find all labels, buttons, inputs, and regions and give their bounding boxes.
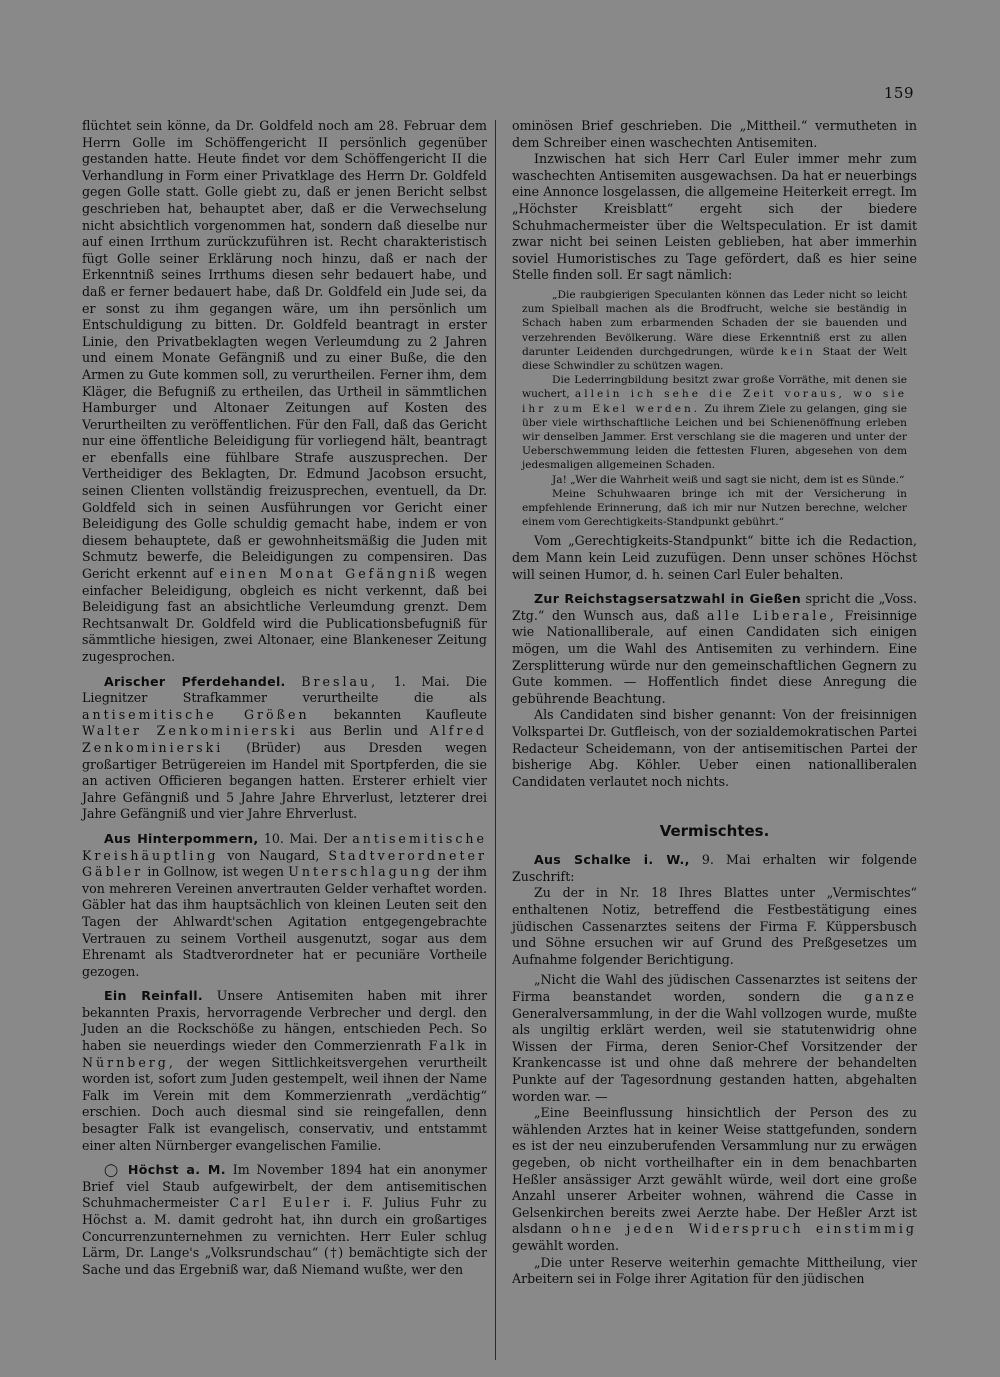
article-hoechst-continued: ominösen Brief geschrieben. Die „Mittheil.“ vermutheten in dem Schreiber einen waschechten Antisemiten. [512,118,917,150]
article-headline: Ein Reinfall. [104,988,203,1004]
left-column [82,118,487,1278]
article-headline: Zur Reichstagsersatzwahl in Gießen [534,591,802,607]
paragraph: Zu der in Nr. 18 Ihres Blattes unter „Vermischtes“ enthaltenen Notiz, betreffend die Festbestätigung eines jüdischen Cassenarztes seitens der Firma F. Küppersbusch und Söhne ersuchen wir auf Grund des Preßgesetzes um Aufnahme folgender Berichtigung. [512,885,917,967]
article-continued: flüchtet sein könne, da Dr. Goldfeld noch am 28. Februar dem Herrn Golle im Schöffengericht II persönlich gegenüber gestanden hatte. Heute findet vor dem Schöffengericht II die Verhandlung in Form einer Privatklage des Herrn Dr. Goldfeld gegen Golle statt. Golle giebt zu, daß er jenen Bericht selbst geschrieben hat, behauptet aber, daß er die Verwechselung nicht absichtlich vorgenommen hat, sondern daß dieselbe nur auf einen Irrthum zurückzuführen ist. Recht charakteristisch fügt Golle seiner Erklärung noch hinzu, daß er nach der Erkenntniß seines Irrthums diesen sehr bedauert habe, und daß er ferner bedauert habe, daß Dr. Goldfeld ein Jude sei, da er sonst zu ihm gegangen wäre, um ihn persönlich um Entschuldigung zu bitten. Dr. Goldfeld beantragt in erster Linie, den Privatbeklagten wegen Verleumdung zu 2 Jahren und einem Monate Gefängniß und zu einer Buße, die den Armen zu Gute kommen soll, zu verurtheilen. Ferner ihm, dem Kläger, die Befugniß zu ertheilen, das Urtheil in sämmtlichen Hamburger und Altonaer Zeitungen auf Kosten des Verurtheilten zu veröffentlichen. Für den Fall, daß das Gericht nur eine öffentliche Beleidigung für vorliegend hält, beantragt er ebenfalls eine fühlbare Strafe auszusprechen. Der Vertheidiger des Beklagten, Dr. Edmund Jacobson ersucht, seinen Clienten vollständig freizusprechen, eventuell, da Dr. Goldfeld sich in seinen Ausführungen vor Gericht einer Beleidigung des Golle schuldig gemacht habe, indem er von diesem behauptete, daß er gewohnheitsmäßig die Juden mit Schmutz bewerfe, die Beleidigungen zu compensiren. Das Gericht erkennt auf einen Monat Gefängniß wegen einfacher Beleidigung, obgleich es nicht verkennt, daß bei Beleidigung fast an absichtliche Verleumdung grenzt. Dem Rechtsanwalt Dr. Goldfeld wird die Publicationsbefugniß für sämmtliche hiesigen, zwei Altonaer, eine Blankeneser Zeitung zugesprochen. [82,118,488,664]
quote-paragraph: Meine Schuhwaaren bringe ich mit der Versicherung in empfehlende Erinnerung, daß ich mir nur Nutzen berechne, welcher einem vom Gerechtigkeits-Standpunkt gebührt.“ [522,487,907,529]
article-schalke: Aus Schalke i. W., 9. Mai erhalten wir folgende Zuschrift: [512,852,917,884]
article-headline: Aus Schalke i. W., [534,852,690,868]
quote-paragraph: „Die raubgierigen Speculanten können das Leder nicht so leicht zum Spielball machen als die Brodfrucht, welche sie beständig in Schach haben zum erbarmenden Schaden der sie bauenden und verzehrenden Bevölkerung. Wäre diese Erkenntniß erst zu allen darunter Leidenden durchgedrungen, würde kein Staat der Welt diese Schwindler zu schützen wagen. [522,288,907,372]
paragraph: „Die unter Reserve weiterhin gemachte Mittheilung, vier Arbeitern sei in Folge ihrer Agitation für den jüdischen [512,1254,917,1287]
article-reichstagsersatzwahl: Zur Reichstagsersatzwahl in Gießen spricht die „Voss. Ztg.“ den Wunsch aus, daß alle Liberale, Freisinnige wie Nationalliberale, auf einen Candidaten sich einigen mögen, um die Wahl des Antisemiten zu verhindern. Eine Zersplitterung würde nur den gemeinschaftlichen Gegnern zu Gute kommen. — Hoffentlich findet diese Anregung die gebührende Beachtung. [512,591,918,706]
article-ein-reinfall: Ein Reinfall. Unsere Antisemiten haben mit ihrer bekannten Praxis, hervorragende Verbrecher und dergl. den Juden an die Rockschöße zu hängen, entschieden Pech. So haben sie neuerdings wieder den Commerzienrath Falk in Nürnberg, der wegen Sittlichkeitsvergehen verurtheilt worden ist, sofort zum Juden gestempelt, weil ihnen der Name Falk im Verein mit dem Kommerzienrath „verdächtig“ erschien. Doch auch diesmal sind sie reingefallen, denn besagter Falk ist evangelisch, conservativ, und entstammt einer alten Nürnberger evangelischen Familie. [82,988,487,1153]
article-arischer-pferdehandel: Arischer Pferdehandel. Breslau, 1. Mai. Die Liegnitzer Strafkammer verurtheilte die als antisemitische Größen bekannten Kaufleute Walter Zenkominierski aus Berlin und Alfred Zenkominierski (Brüder) aus Dresden wegen großartiger Betrügereien im Handel mit Sportpferden, die sie an activen Officieren begangen hatten. Ersterer erhielt vier Jahre Gefängniß und 5 Jahre Jahre Ehrverlust, letzterer drei Jahre Gefängniß und vier Jahre Ehrverlust. [82,673,487,822]
paragraph: „Eine Beeinflussung hinsichtlich der Person des zu wählenden Arztes hat in keiner Weise stattgefunden, sondern es ist der neu einzuberufenden Versammlung nur zu erwägen gegeben, ob nicht vortheilhafter ein in dem benachbarten Heßler ansässiger Arzt gewählt würde, weil dort eine große Anzahl unserer Arbeiter wohnen, während die Casse in Gelsenkirchen bereits zwei Aerzte habe. Der Heßler Arzt ist alsdann ohne jeden Widerspruch einstimmig gewählt worden. [512,1105,917,1253]
quote-paragraph: Die Lederringbildung besitzt zwar große Vorräthe, mit denen sie wuchert, allein ich sehe die Zeit voraus, wo sie ihr zum Ekel werden. Zu ihrem Ziele zu gelangen, ging sie über viele wirthschaftliche Leichen und bei Schienenöffnung erleben wir denselben Jammer. Erst verschlang sie die mageren und unter der Ueberschwemmung leiden die fettesten Fluren, abgesehen von dem jedesmaligen allgemeinen Schaden. [522,374,908,472]
paragraph: „Nicht die Wahl des jüdischen Cassenarztes ist seitens der Firma beanstandet worden, sondern die ganze Generalversammlung, in der die Wahl vollzogen wurde, mußte als ungiltig erklärt werden, weil sie statutenwidrig ohne Wissen der Firma, deren Senior-Chef Vorsitzender der Krankencasse ist und ohne daß mehrere der behandelten Punkte auf der Tagesordnung gestanden hatten, abgehalten worden war. — [512,972,917,1104]
right-column [512,118,917,1288]
column-divider [495,120,496,1360]
section-title: Vermischtes. [659,822,770,841]
article-headline: Höchst a. M. [127,1162,226,1178]
quote-paragraph: Ja! „Wer die Wahrheit weiß und sagt sie nicht, dem ist es Sünde.“ [552,473,905,486]
article-hinterpommern: Aus Hinterpommern, 10. Mai. Der antisemitische Kreishäuptling von Naugard, Stadtverordneter Gäbler in Gollnow, ist wegen Unterschlagung der ihm von mehreren Vereinen anvertrauten Gelder verhaftet worden. Gäbler hat das ihm hauptsächlich von kleinen Leuten seit den Tagen der Ahlwardt'schen Agitation entgegengebrachte Vertrauen zu seinem Vortheil ausgenutzt, sogar aus dem Ehrenamt als Stadtverordneter hat er pecuniäre Vortheile gezogen. [82,830,487,979]
page-number: 159 [883,84,914,102]
article-headline: Aus Hinterpommern, [104,830,259,846]
paragraph: Inzwischen hat sich Herr Carl Euler immer mehr zum waschechten Antisemiten ausgewachsen. Da hat er neuerbings eine Annonce losgelassen, die allgemeine Heiterkeit erregt. Im „Höchster Kreisblatt“ ergeht sich der biedere Schuhmachermeister über die Weltspeculation. Er ist damit zwar nicht bei seinen Leisten geblieben, hat aber immerhin soviel Humoristisches zu Tage gefördert, daß es hier seine Stelle finden soll. Er sagt nämlich: [512,151,917,283]
circle-icon: ◯ [104,1162,121,1178]
article-hoechst: ◯ Höchst a. M. Im November 1894 hat ein anonymer Brief viel Staub aufgewirbelt, der dem antisemitischen Schuhmachermeister Carl Euler i. F. Julius Fuhr zu Höchst a. M. damit gedroht hat, ihn durch ein großartiges Concurrenzunternehmen zu vernichten. Herr Euler schlug Lärm, Dr. Lange's „Volksrundschau“ (†) bemächtigte sich der Sache und das Ergebniß war, daß Niemand wußte, wer den [82,1162,487,1277]
paragraph: Als Candidaten sind bisher genannt: Von der freisinnigen Volkspartei Dr. Gutfleisch, von der sozialdemokratischen Partei Redacteur Scheidemann, von der antisemitischen Partei der bisherige Abg. Köhler. Ueber einen nationalliberalen Candidaten verlautet noch nichts. [512,707,917,789]
article-headline: Arischer Pferdehandel. [104,673,286,689]
paragraph: Vom „Gerechtigkeits-Standpunkt“ bitte ich die Redaction, dem Mann kein Leid zuzufügen. Denn unser schönes Höchst will seinen Humor, d. h. seinen Carl Euler behalten. [512,533,917,582]
